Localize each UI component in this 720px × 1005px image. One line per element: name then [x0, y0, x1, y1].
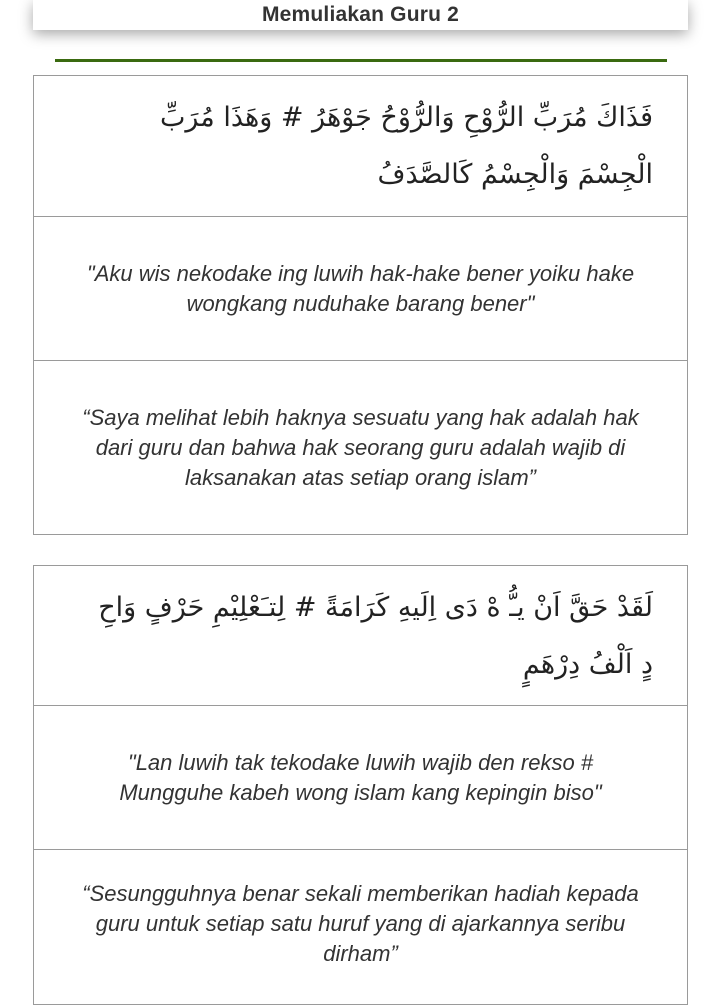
- arabic-verse-text: لَقَدْ حَقَّ اَنْ يـُّ هْ دَى اِلَيهِ كَرَامَةً # لِتـَعْلِيْمِ حَرْفٍ وَاحِ دٍ اَلْفُ دِرْهَمٍ: [98, 591, 653, 680]
- page-title-bar: [33, 0, 688, 30]
- verse-table-1: [33, 75, 688, 535]
- arabic-verse-cell: [34, 566, 687, 706]
- javanese-translation-cell: [34, 217, 687, 361]
- arabic-verse-text: فَذَاكَ مُرَبِّ الرُّوْحِ وَالرُّوْحُ جَوْهَرُ # وَهَذَا مُرَبِّ الْجِسْمَ وَالْجِسْمُ كَالصَّدَفُ: [159, 102, 653, 190]
- indonesian-translation-cell: [34, 850, 687, 1004]
- title-divider: [55, 59, 667, 62]
- indonesian-translation-text: “Saya melihat lebih haknya sesuatu yang hak adalah hak dari guru dan bahwa hak seorang guru adalah wajib di laksanakan atas setiap orang islam”: [82, 404, 639, 490]
- javanese-translation-text: "Lan luwih tak tekodake luwih wajib den rekso # Mungguhe kabeh wong islam kang kepingin biso": [119, 749, 602, 805]
- indonesian-translation-text: “Sesungguhnya benar sekali memberikan hadiah kepada guru untuk setiap satu huruf yang di ajarkannya seribu dirham”: [82, 881, 639, 966]
- page-title: Memuliakan Guru 2: [261, 3, 460, 26]
- javanese-translation-text: "Aku wis nekodake ing luwih hak-hake bener yoiku hake wongkang nuduhake barang bener": [86, 260, 635, 316]
- arabic-verse-cell: [34, 76, 687, 217]
- verse-table-2: [33, 565, 688, 1005]
- indonesian-translation-cell: [34, 361, 687, 534]
- javanese-translation-cell: [34, 706, 687, 850]
